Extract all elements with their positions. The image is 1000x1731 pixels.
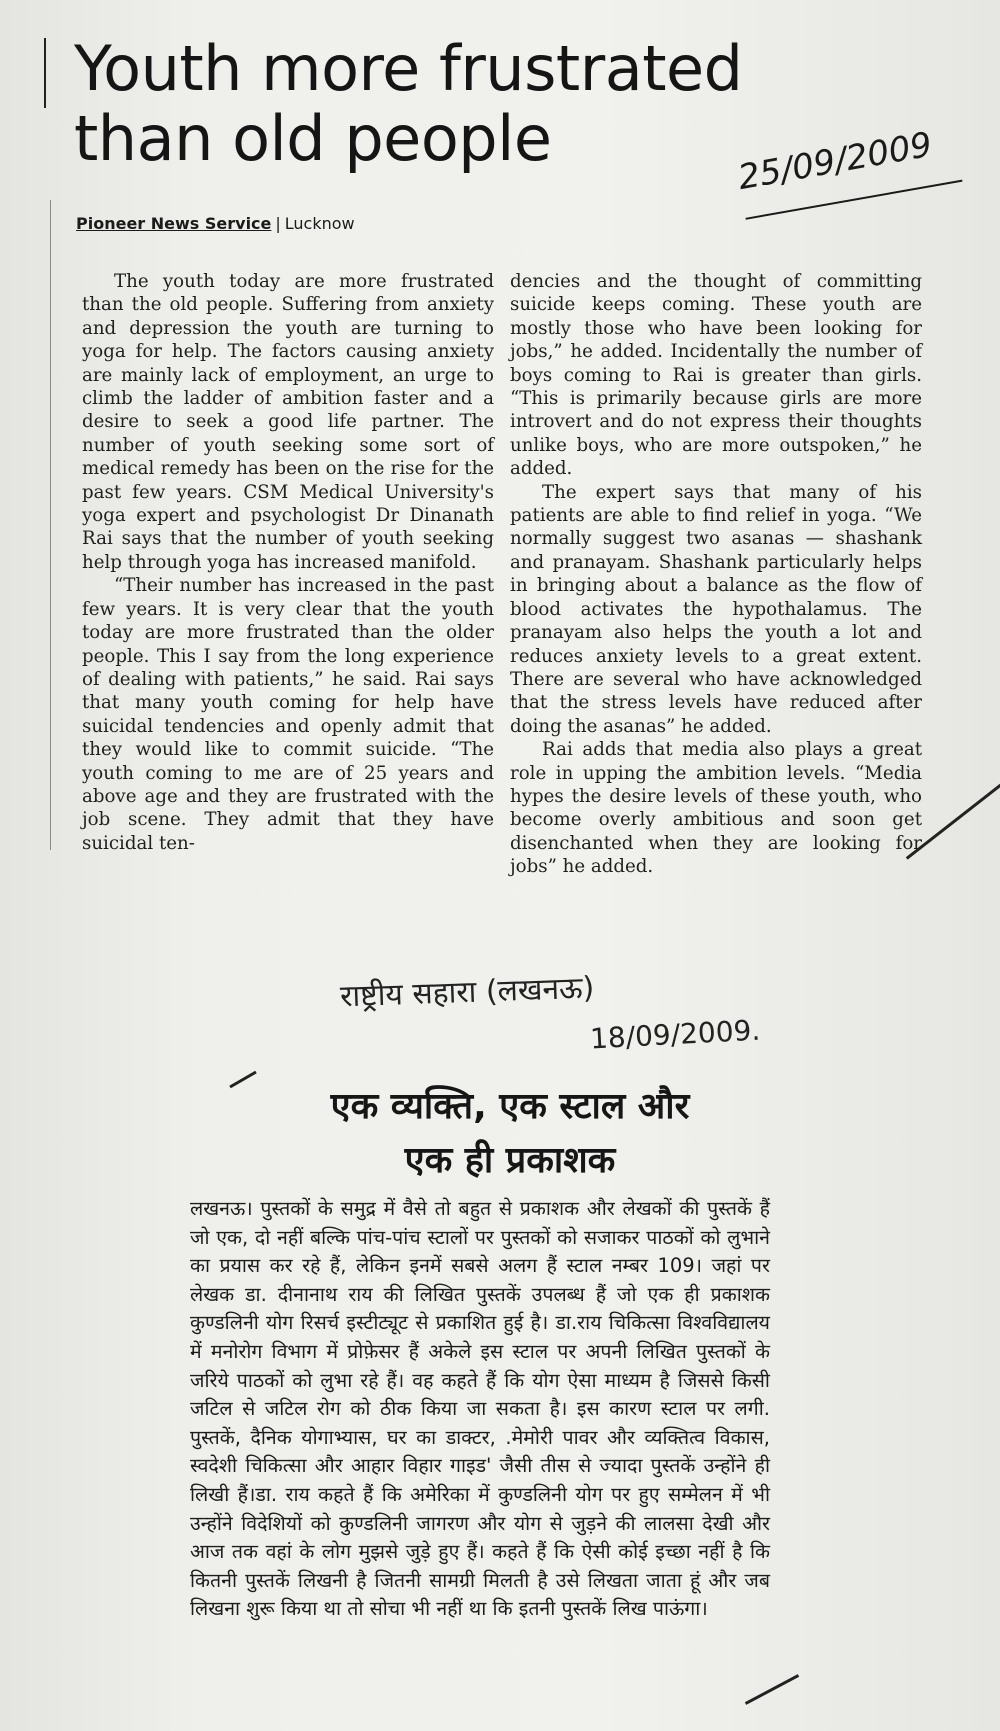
paragraph-2: “Their number has increased in the past few years. It is very clear that the youth today are more frustrated than the older people. This I say from the long experience of dealing with patients,” he said. Rai says that many youth coming for help have suicidal tendencies and openly admit that they would like to commit suicide. “The youth coming to me are of 25 years and above age and they are frustrated with the job scene. They admit that they have suicidal ten- [82,575,494,854]
headline-line-1: Youth more frustrated [74,32,743,105]
handwritten-date-text: 25/09/2009 [735,124,936,199]
hindi-clipping [0,950,1000,1731]
headline [74,34,834,174]
hindi-headline [220,1080,800,1188]
corner-pen-mark [44,38,46,108]
byline [76,214,355,233]
byline-agency: Pioneer News Service [76,214,272,233]
paragraph-1: The youth today are more frustrated than the old people. Suffering from anxiety and depression the youth are turning to yoga for help. The factors causing anxiety are mainly lack of employment, an urge to climb the ladder of ambition faster and a desire to seek a good life partner. The number of youth seeking some sort of medical remedy has been on the rise for the past few years. CSM Medical University's yoga expert and psychologist Dr Dinanath Rai says that the number of youth seeking help through yoga has increased manifold. [82,271,494,573]
end-pen-stroke [745,1674,799,1705]
hindi-headline-line-2: एक ही प्रकाशक [404,1140,616,1181]
hindi-paragraph: लखनऊ। पुस्तकों के समुद्र में वैसे तो बहुत से प्रकाशक और लेखकों की पुस्तकें हैं जो एक, दो नहीं बल्कि पांच-पांच स्टालों पर पुस्तकों को सजाकर पाठकों को लुभाने का प्रयास कर रहे हैं, लेकिन इनमें सबसे अलग हैं स्टाल नम्बर 109। जहां पर लेखक डा. दीनानाथ राय की लिखित पुस्तकें उपलब्ध हैं जो एक ही प्रकाशक कुण्डलिनी योग रिसर्च इस्टीट्यूट से प्रकाशित हुई है। डा.राय चिकित्सा विश्वविद्यालय में मनोरोग विभाग में प्रोफ़ेसर हैं अकेले इस स्टाल पर अपनी लिखित पुस्तकों के जरिये पाठकों को लुभा रहे हैं। वह कहते हैं कि योग ऐसा माध्यम है जिससे किसी जटिल से जटिल रोग को ठीक किया जा सकता है। इस कारण स्टाल पर लगी. पुस्तकें, दैनिक योगाभ्यास, घर का डाक्टर, .मेमोरी पावर और व्यक्तित्व विकास, स्वदेशी चिकित्सा और आहार विहार गाइड' जैसी तीस से ज्यादा पुस्तकें उन्होंने ही लिखी हैं।डा. राय कहते हैं कि अमेरिका में कुण्डलिनी योग पर हुए सम्मेलन में भी उन्होंने विदेशियों को कुण्डलिनी जागरण और योग से जुड़ने की लालसा देखी और आज तक वहां के लोग मुझसे जुड़े हुए हैं। कहते हैं कि ऐसी कोई इच्छा नहीं है कि कितनी पुस्तकें लिखनी है जितनी सामग्री मिलती है उसे लिखता जाता हूं और जब लिखना शुरू किया था तो सोचा भी नहीं था कि इतनी पुस्तकें लिख पाऊंगा। [190,1197,770,1621]
paragraph-4: Rai adds that media also plays a great role in upping the ambition levels. “Media hypes the desire levels of these youth, who become overly ambitious and soon get disenchanted when they are looking for jobs” he added. [510,739,922,878]
english-clipping [44,20,944,900]
article-column-2 [510,270,922,879]
article-column-1 [82,270,494,855]
paragraph-3: The expert says that many of his patients are able to find relief in yoga. “We normally suggest two asanas — shashank and pranayam. Shashank particularly helps in bringing about a balance as the flow of blood activates the hypothalamus. The pranayam also helps the youth a lot and reduces anxiety levels to a great extent. There are several who have acknowledged that the stress levels have reduced after doing the asanas” he added. [510,481,922,737]
byline-place: Lucknow [284,214,355,233]
column-rule [50,200,51,850]
handwritten-source: राष्ट्रीय सहारा (लखनऊ) [339,970,595,1015]
paragraph-2-continued: dencies and the thought of committing suicide keeps coming. These youth are mostly those who have been looking for jobs,” he added. Incidentally the number of boys coming to Rai is greater than girls. “This is primarily because girls are more introvert and do not express their thoughts unlike boys, who are more outspoken,” he added. [510,271,922,480]
byline-separator: | [275,214,281,233]
handwritten-source-date: 18/09/2009. [589,1013,762,1056]
headline-line-2: than old people [74,102,552,175]
hindi-headline-line-1: एक व्यक्ति, एक स्टाल और [330,1086,690,1127]
hindi-article-body [190,1195,770,1624]
